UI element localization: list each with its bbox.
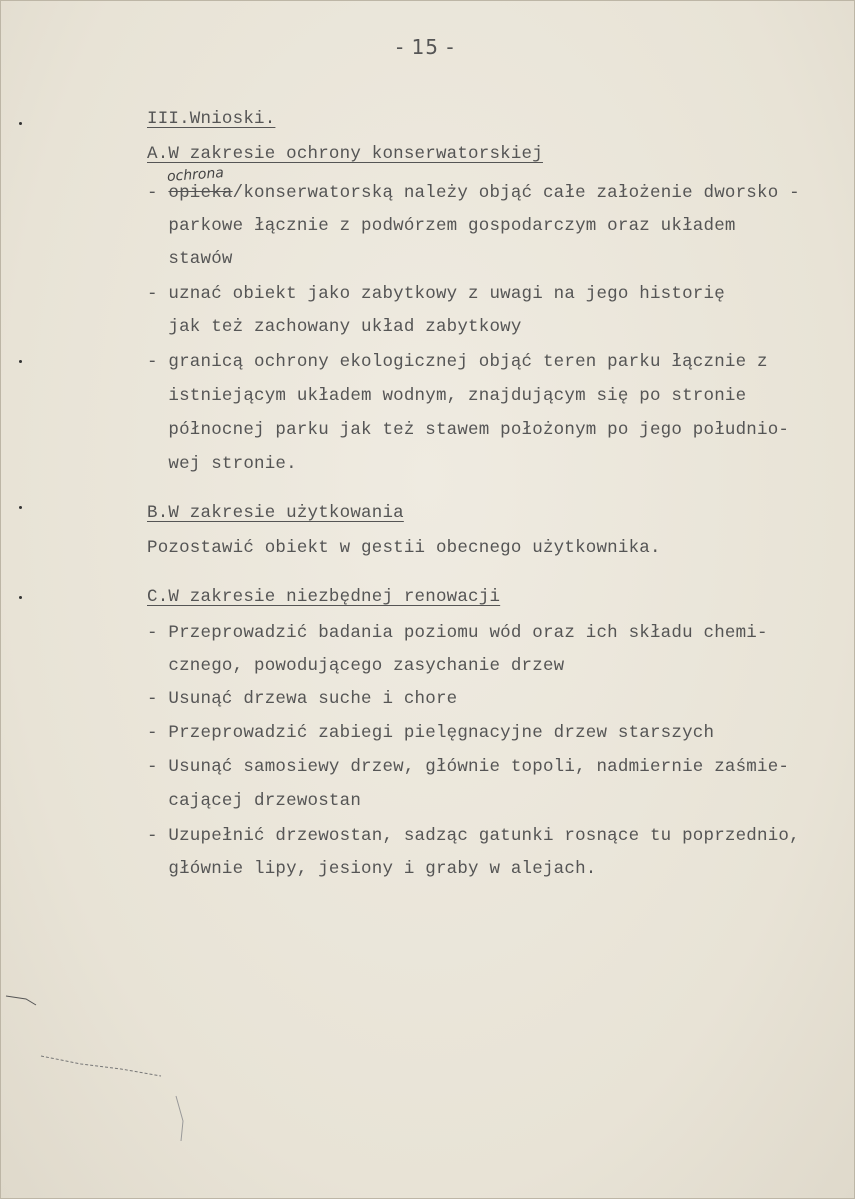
section-b-line-1: Pozostawić obiekt w gestii obecnego użytkownika. [147, 538, 661, 558]
section-c-line-7: - Uzupełnić drzewostan, sadząc gatunki rosnące tu poprzednio, [147, 826, 800, 846]
section-c-line-1: - Przeprowadzić badania poziomu wód oraz ich składu chemi- [147, 623, 768, 643]
section-a-line-2: parkowe łącznie z podwórzem gospodarczym oraz układem [147, 216, 736, 236]
section-a-line-4: - uznać obiekt jako zabytkowy z uwagi na jego historię [147, 284, 725, 304]
section-a-title: A.W zakresie ochrony konserwatorskiej [147, 144, 543, 164]
section-c-line-5: - Usunąć samosiewy drzew, głównie topoli, nadmiernie zaśmie- [147, 757, 790, 777]
section-a-line-3: stawów [147, 249, 233, 269]
section-a-line-6: - granicą ochrony ekologicznej objąć teren parku łącznie z [147, 352, 768, 372]
section-c-line-8: głównie lipy, jesiony i graby w alejach. [147, 859, 597, 879]
section-c-line-4: - Przeprowadzić zabiegi pielęgnacyjne drzew starszych [147, 723, 715, 743]
section-c-line-6: cającej drzewostan [147, 791, 362, 811]
margin-mark [19, 506, 22, 509]
margin-mark [19, 122, 22, 125]
margin-mark [19, 596, 22, 599]
page-number: - 15 - [396, 35, 455, 59]
handwritten-correction: ochrona [166, 165, 225, 185]
list-dash: - [147, 183, 169, 203]
section-a-line-9: wej stronie. [147, 454, 297, 474]
section-a-line-5: jak też zachowany układ zabytkowy [147, 317, 522, 337]
margin-mark [19, 360, 22, 363]
section-b-title: B.W zakresie użytkowania [147, 503, 404, 523]
paper-scratch-marks [1, 981, 201, 1141]
section-heading: III.Wnioski. [147, 109, 276, 129]
line-text: /konserwatorską należy objąć całe założenie dworsko - [232, 183, 800, 203]
section-c-title: C.W zakresie niezbędnej renowacji [147, 587, 501, 607]
section-c-line-2: cznego, powodującego zasychanie drzew [147, 656, 565, 676]
section-a-line-8: północnej parku jak też stawem położonym po jego południo- [147, 420, 790, 440]
section-c-line-3: - Usunąć drzewa suche i chore [147, 689, 458, 709]
struck-word: opieka [168, 183, 233, 203]
section-a-line-1 [147, 183, 800, 203]
section-a-line-7: istniejącym układem wodnym, znajdującym się po stronie [147, 386, 747, 406]
